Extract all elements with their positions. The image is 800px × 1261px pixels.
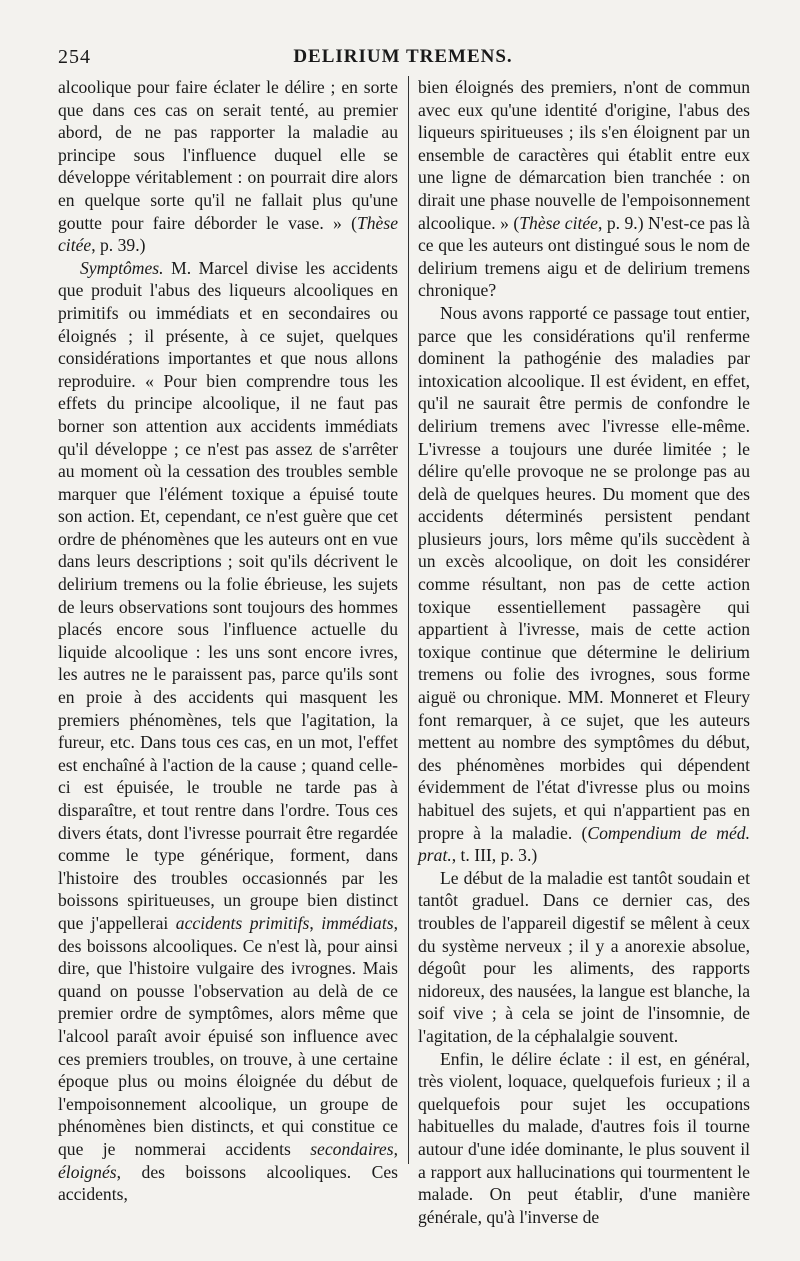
- running-title: DELIRIUM TREMENS.: [293, 46, 513, 67]
- left-column: [58, 76, 398, 1206]
- paragraph: Nous avons rapporté ce passage tout entier, parce que les considérations qu'il renferme dominent la pathogénie des maladies par intoxication alcoolique. Il est évident, en effet, qu'il ne saurait être permis de confondre le delirium tremens avec l'ivresse elle-même. L'ivresse a toujours une durée limitée ; le délire qu'elle provoque ne se prolonge pas au delà de quelques heures. Du moment que des accidents déterminés persistent pendant plusieurs jours, lors même qu'ils succèdent à un excès alcoolique, on doit les considérer comme résultant, non pas de cette action toxique essentiellement passagère qui appartient à l'ivresse, mais de cette action toxique continue que détermine le delirium tremens ou folie des ivrognes, sous forme aiguë ou chronique. MM. Monneret et Fleury font remarquer, à ce sujet, que les auteurs mettent au nombre des symptômes du début, des phénomènes morbides qui dépendent évidemment de l'état d'ivresse plus ou moins habituel des sujets, et qui n'appartient pas en propre à la maladie. (Compendium de méd. prat., t. III, p. 3.): [418, 302, 750, 866]
- paragraph: bien éloignés des premiers, n'ont de commun avec eux qu'une identité d'origine, l'abus des liqueurs spiritueuses ; ils s'en éloignent par un ensemble de caractères qui établit entre eux une ligne de démarcation bien tranchée : on dirait une phase nouvelle de l'empoisonnement alcoolique. » (Thèse citée, p. 9.) N'est-ce pas là ce que les auteurs ont distingué sous le nom de delirium tremens aigu et de delirium tremens chronique?: [418, 77, 750, 301]
- emphasis: immédiats: [321, 912, 394, 933]
- emphasis: éloignés: [58, 1161, 117, 1182]
- page-header: [58, 46, 748, 72]
- paragraph: Symptômes. M. Marcel divise les accidents que produit l'abus des liqueurs alcooliques en primitifs ou immédiats et en secondaires ou éloignés ; il présente, à ce sujet, quelques considérations importantes et que nous allons reproduire. « Pour bien comprendre tous les effets du principe alcoolique, il ne faut pas borner son attention aux accidents immédiats qu'il développe ; ce n'est pas assez de s'arrêter au moment où la cessation des troubles semble marquer que l'élément toxique a épuisé toute son action. Et, cependant, ce n'est guère que cet ordre de phénomènes que les auteurs ont en vue dans leurs descriptions ; soit qu'ils décrivent le delirium tremens ou la folie ébrieuse, les sujets de leurs observations sont toujours des hommes placés encore sous l'influence actuelle du liquide alcoolique : les uns sont encore ivres, les autres ne le paraissent pas, parce qu'ils sont en proie à des accidents qui masquent les premiers phénomènes, tels que l'agitation, la fureur, etc. Dans tous ces cas, en un mot, l'effet est enchaîné à l'action de la cause ; quand celle-ci est épuisée, le trouble ne tarde pas à disparaître, et tout rentre dans l'ordre. Tous ces divers états, dont l'ivresse pourrait être regardée comme le type générique, forment, dans l'histoire des troubles occasionnés par les boissons spiritueuses, un groupe bien distinct que j'appellerai accidents primitifs, immédiats, des boissons alcooliques. Ce n'est là, pour ainsi dire, que l'histoire vulgaire des ivrognes. Mais quand on pousse l'observation au delà de ce premier ordre de symptômes, alors même que l'alcool paraît avoir épuisé son influence avec ces premiers troubles, on trouve, à une certaine époque plus ou moins éloignée du début de l'empoisonnement alcoolique, un groupe de phénomènes bien distincts, et qui constitue ce que je nommerai accidents secondaires, éloignés, des boissons alcooliques. Ces accidents,: [58, 257, 398, 1205]
- citation: Compendium de méd. prat.: [418, 822, 750, 866]
- right-column: [418, 76, 750, 1228]
- emphasis: accidents primitifs: [175, 912, 310, 933]
- page-number: 254: [58, 46, 91, 68]
- emphasis: secondaires: [310, 1138, 394, 1159]
- citation: Thèse citée: [58, 212, 398, 256]
- citation: Thèse citée: [519, 212, 598, 233]
- column-divider: [408, 76, 409, 1164]
- paragraph: Enfin, le délire éclate : il est, en général, très violent, loquace, quelquefois furieux ; il a quelquefois pour sujet les occupations habituelles du malade, d'autres fois il tourne autour d'une idée dominante, le plus souvent il a rapport aux hallucinations qui tourmentent le malade. On peut établir, d'une manière générale, qu'à l'inverse de: [418, 1048, 750, 1227]
- paragraph: Le début de la maladie est tantôt soudain et tantôt graduel. Dans ce dernier cas, des troubles de l'appareil digestif se mêlent à ceux du système nerveux ; il y a anorexie absolue, dégoût pour les aliments, des rapports nidoreux, des nausées, la langue est blanche, la soif vive ; à cela se joint de l'insomnie, de l'agitation, de la céphalalgie souvent.: [418, 867, 750, 1046]
- section-lead: Symptômes.: [80, 257, 164, 278]
- paragraph: alcoolique pour faire éclater le délire ; en sorte que dans ces cas on serait tenté, au premier abord, de ne pas rapporter la maladie au principe sous l'influence duquel elle se développe véritablement : on pourrait dire alors en quelque sorte qu'il ne fallait plus qu'une goutte pour faire déborder le vase. » (Thèse citée, p. 39.): [58, 77, 398, 256]
